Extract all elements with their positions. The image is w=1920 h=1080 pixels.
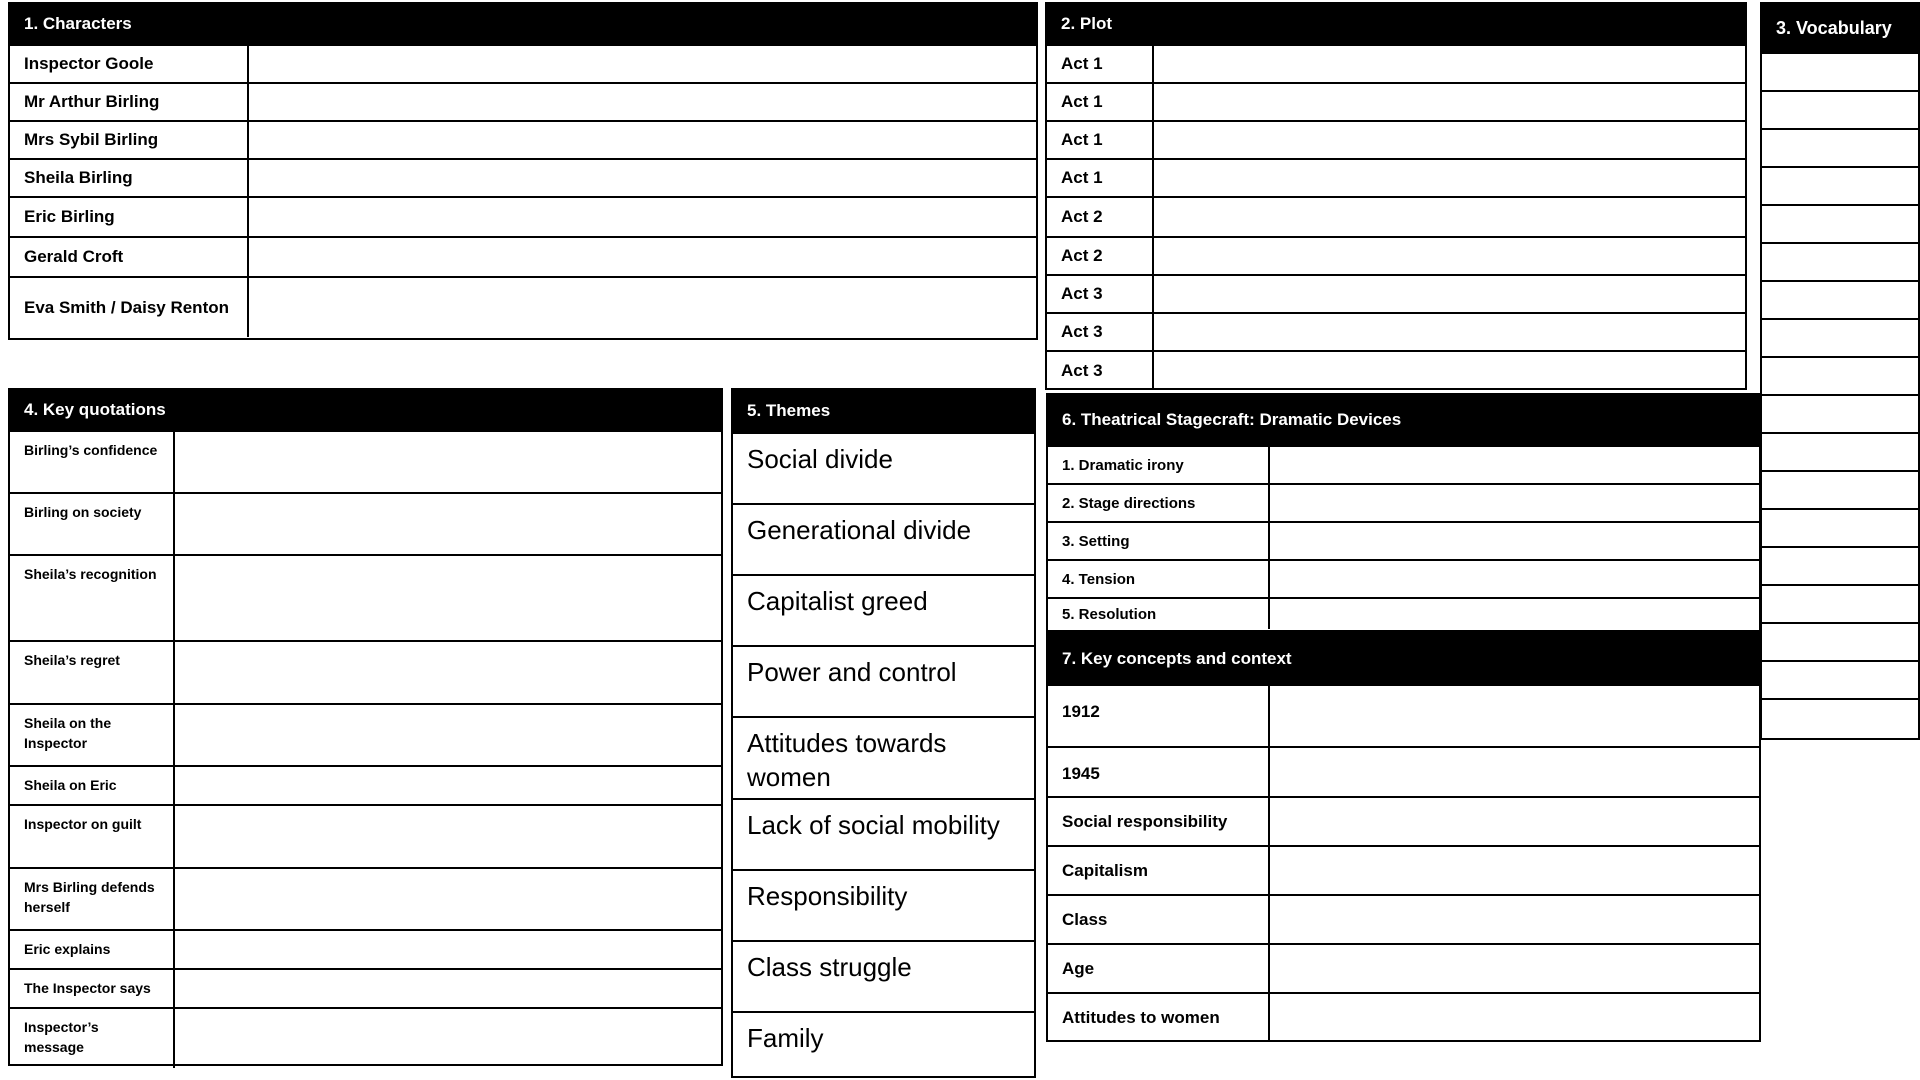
vocabulary-row[interactable] xyxy=(1762,92,1918,130)
table-row xyxy=(1048,993,1759,1041)
table-row xyxy=(10,555,721,641)
device-notes-cell[interactable] xyxy=(1269,484,1759,522)
character-label: Eva Smith / Daisy Renton xyxy=(10,277,248,337)
quotations-panel xyxy=(8,388,723,1066)
concept-notes-cell[interactable] xyxy=(1269,895,1759,944)
table-row xyxy=(1048,685,1759,747)
table-row xyxy=(1048,895,1759,944)
concept-label: 1945 xyxy=(1048,747,1269,797)
character-notes-cell[interactable] xyxy=(248,83,1036,121)
vocabulary-row[interactable] xyxy=(1762,168,1918,206)
concepts-table xyxy=(1048,684,1759,1041)
quotation-notes-cell[interactable] xyxy=(174,805,721,868)
table-row xyxy=(10,805,721,868)
concept-notes-cell[interactable] xyxy=(1269,944,1759,993)
theme-item: Social divide xyxy=(733,434,1034,505)
table-row xyxy=(10,704,721,766)
table-row xyxy=(1047,159,1745,197)
vocabulary-row[interactable] xyxy=(1762,700,1918,738)
device-label: 1. Dramatic irony xyxy=(1048,446,1269,484)
table-row xyxy=(1048,560,1759,598)
quotation-notes-cell[interactable] xyxy=(174,431,721,493)
quotation-label: Inspector’s message xyxy=(10,1008,174,1068)
table-row xyxy=(10,431,721,493)
table-row xyxy=(10,83,1036,121)
vocabulary-header: 3. Vocabulary xyxy=(1762,4,1918,52)
vocabulary-row[interactable] xyxy=(1762,54,1918,92)
table-row xyxy=(1047,237,1745,275)
plot-act-label: Act 2 xyxy=(1047,197,1153,237)
table-row xyxy=(1048,522,1759,560)
character-notes-cell[interactable] xyxy=(248,197,1036,237)
table-row xyxy=(1047,275,1745,313)
quotations-header: 4. Key quotations xyxy=(10,390,721,430)
quotation-label: Birling on society xyxy=(10,493,174,555)
theme-item: Class struggle xyxy=(733,942,1034,1013)
table-row xyxy=(10,766,721,805)
concept-label: Attitudes to women xyxy=(1048,993,1269,1041)
vocabulary-panel xyxy=(1760,2,1920,740)
quotation-label: Sheila on Eric xyxy=(10,766,174,805)
quotation-label: Eric explains xyxy=(10,930,174,969)
plot-act-label: Act 1 xyxy=(1047,45,1153,83)
concept-label: Social responsibility xyxy=(1048,797,1269,846)
table-row xyxy=(1047,197,1745,237)
character-notes-cell[interactable] xyxy=(248,237,1036,277)
plot-panel xyxy=(1045,2,1747,390)
theme-item: Capitalist greed xyxy=(733,576,1034,647)
table-row xyxy=(1047,313,1745,351)
characters-panel xyxy=(8,2,1038,340)
character-notes-cell[interactable] xyxy=(248,277,1036,337)
table-row xyxy=(10,930,721,969)
table-row xyxy=(10,237,1036,277)
characters-table xyxy=(10,44,1036,337)
concepts-panel xyxy=(1046,632,1761,1042)
concept-label: Capitalism xyxy=(1048,846,1269,895)
plot-notes-cell[interactable] xyxy=(1153,313,1745,351)
table-row xyxy=(10,121,1036,159)
character-label: Gerald Croft xyxy=(10,237,248,277)
table-row xyxy=(10,493,721,555)
character-label: Eric Birling xyxy=(10,197,248,237)
plot-notes-cell[interactable] xyxy=(1153,83,1745,121)
concept-label: Age xyxy=(1048,944,1269,993)
vocabulary-row[interactable] xyxy=(1762,624,1918,662)
table-row xyxy=(10,868,721,930)
vocabulary-row[interactable] xyxy=(1762,282,1918,320)
character-notes-cell[interactable] xyxy=(248,45,1036,83)
quotation-label: Inspector on guilt xyxy=(10,805,174,868)
quotation-label: Sheila’s regret xyxy=(10,641,174,704)
table-row xyxy=(10,45,1036,83)
plot-act-label: Act 1 xyxy=(1047,159,1153,197)
character-notes-cell[interactable] xyxy=(248,121,1036,159)
table-row xyxy=(1048,446,1759,484)
device-label: 4. Tension xyxy=(1048,560,1269,598)
character-label: Inspector Goole xyxy=(10,45,248,83)
plot-notes-cell[interactable] xyxy=(1153,45,1745,83)
quotations-table xyxy=(10,430,721,1068)
theme-item: Responsibility xyxy=(733,871,1034,942)
concepts-header: 7. Key concepts and context xyxy=(1048,634,1759,684)
table-row xyxy=(10,969,721,1008)
table-row xyxy=(10,277,1036,337)
vocabulary-row[interactable] xyxy=(1762,586,1918,624)
concept-notes-cell[interactable] xyxy=(1269,685,1759,747)
themes-panel xyxy=(731,388,1036,1078)
table-row xyxy=(1048,484,1759,522)
table-row xyxy=(1048,944,1759,993)
table-row xyxy=(10,159,1036,197)
theme-item: Family xyxy=(747,1023,824,1053)
plot-notes-cell[interactable] xyxy=(1153,197,1745,237)
table-row xyxy=(1047,121,1745,159)
quotation-notes-cell[interactable] xyxy=(174,969,721,1008)
vocabulary-row[interactable] xyxy=(1762,662,1918,700)
character-label: Mr Arthur Birling xyxy=(10,83,248,121)
quotation-label: Birling’s confidence xyxy=(10,431,174,493)
device-notes-cell[interactable] xyxy=(1269,522,1759,560)
theme-item: Attitudes towards women xyxy=(733,718,1034,800)
concept-notes-cell[interactable] xyxy=(1269,846,1759,895)
quotation-notes-cell[interactable] xyxy=(174,930,721,969)
quotation-notes-cell[interactable] xyxy=(174,704,721,766)
themes-list xyxy=(733,432,1034,1080)
quotation-label: Sheila’s recognition xyxy=(10,555,174,641)
vocabulary-row[interactable] xyxy=(1762,396,1918,434)
quotation-notes-cell[interactable] xyxy=(174,493,721,555)
theme-item: Generational divide xyxy=(733,505,1034,576)
vocabulary-row[interactable] xyxy=(1762,358,1918,396)
table-row xyxy=(1047,83,1745,121)
plot-notes-cell[interactable] xyxy=(1153,159,1745,197)
plot-notes-cell[interactable] xyxy=(1153,121,1745,159)
character-label: Sheila Birling xyxy=(10,159,248,197)
concept-label: Class xyxy=(1048,895,1269,944)
quotation-notes-cell[interactable] xyxy=(174,555,721,641)
character-notes-cell[interactable] xyxy=(248,159,1036,197)
plot-table xyxy=(1047,44,1745,389)
quotation-label: The Inspector says xyxy=(10,969,174,1008)
concept-notes-cell[interactable] xyxy=(1269,993,1759,1041)
vocabulary-row[interactable] xyxy=(1762,472,1918,510)
plot-act-label: Act 2 xyxy=(1047,237,1153,275)
themes-header: 5. Themes xyxy=(733,390,1034,432)
plot-act-label: Act 3 xyxy=(1047,313,1153,351)
plot-notes-cell[interactable] xyxy=(1153,351,1745,389)
table-row xyxy=(10,1008,721,1068)
plot-header: 2. Plot xyxy=(1047,4,1745,44)
quotation-notes-cell[interactable] xyxy=(174,1008,721,1068)
quotation-notes-cell[interactable] xyxy=(174,641,721,704)
theme-item: Lack of social mobility xyxy=(733,800,1034,871)
quotation-notes-cell[interactable] xyxy=(174,766,721,805)
device-notes-cell[interactable] xyxy=(1269,560,1759,598)
plot-act-label: Act 3 xyxy=(1047,275,1153,313)
device-label: 3. Setting xyxy=(1048,522,1269,560)
vocabulary-row[interactable] xyxy=(1762,510,1918,548)
table-row xyxy=(1048,846,1759,895)
stagecraft-header: 6. Theatrical Stagecraft: Dramatic Devices xyxy=(1048,395,1759,445)
quotation-label: Mrs Birling defends herself xyxy=(10,868,174,930)
vocabulary-row[interactable] xyxy=(1762,130,1918,168)
vocabulary-row[interactable] xyxy=(1762,548,1918,586)
vocabulary-row[interactable] xyxy=(1762,434,1918,472)
device-notes-cell[interactable] xyxy=(1269,446,1759,484)
device-notes-cell[interactable] xyxy=(1269,598,1759,629)
character-label: Mrs Sybil Birling xyxy=(10,121,248,159)
vocabulary-list xyxy=(1762,52,1918,738)
table-row xyxy=(10,197,1036,237)
table-row xyxy=(1047,351,1745,389)
table-row xyxy=(1047,45,1745,83)
quotation-notes-cell[interactable] xyxy=(174,868,721,930)
stagecraft-table xyxy=(1048,445,1759,629)
plot-act-label: Act 3 xyxy=(1047,351,1153,389)
device-label: 5. Resolution xyxy=(1048,598,1269,629)
plot-act-label: Act 1 xyxy=(1047,83,1153,121)
table-row xyxy=(1048,797,1759,846)
concept-label: 1912 xyxy=(1048,685,1269,747)
plot-notes-cell[interactable] xyxy=(1153,237,1745,275)
table-row xyxy=(1048,747,1759,797)
theme-item: Power and control xyxy=(733,647,1034,718)
quotation-label: Sheila on the Inspector xyxy=(10,704,174,766)
stagecraft-panel xyxy=(1046,393,1761,632)
concept-notes-cell[interactable] xyxy=(1269,797,1759,846)
device-label: 2. Stage directions xyxy=(1048,484,1269,522)
table-row xyxy=(10,641,721,704)
vocabulary-row[interactable] xyxy=(1762,320,1918,358)
concept-notes-cell[interactable] xyxy=(1269,747,1759,797)
plot-act-label: Act 1 xyxy=(1047,121,1153,159)
vocabulary-row[interactable] xyxy=(1762,244,1918,282)
plot-notes-cell[interactable] xyxy=(1153,275,1745,313)
characters-header: 1. Characters xyxy=(10,4,1036,44)
vocabulary-row[interactable] xyxy=(1762,206,1918,244)
table-row xyxy=(1048,598,1759,629)
